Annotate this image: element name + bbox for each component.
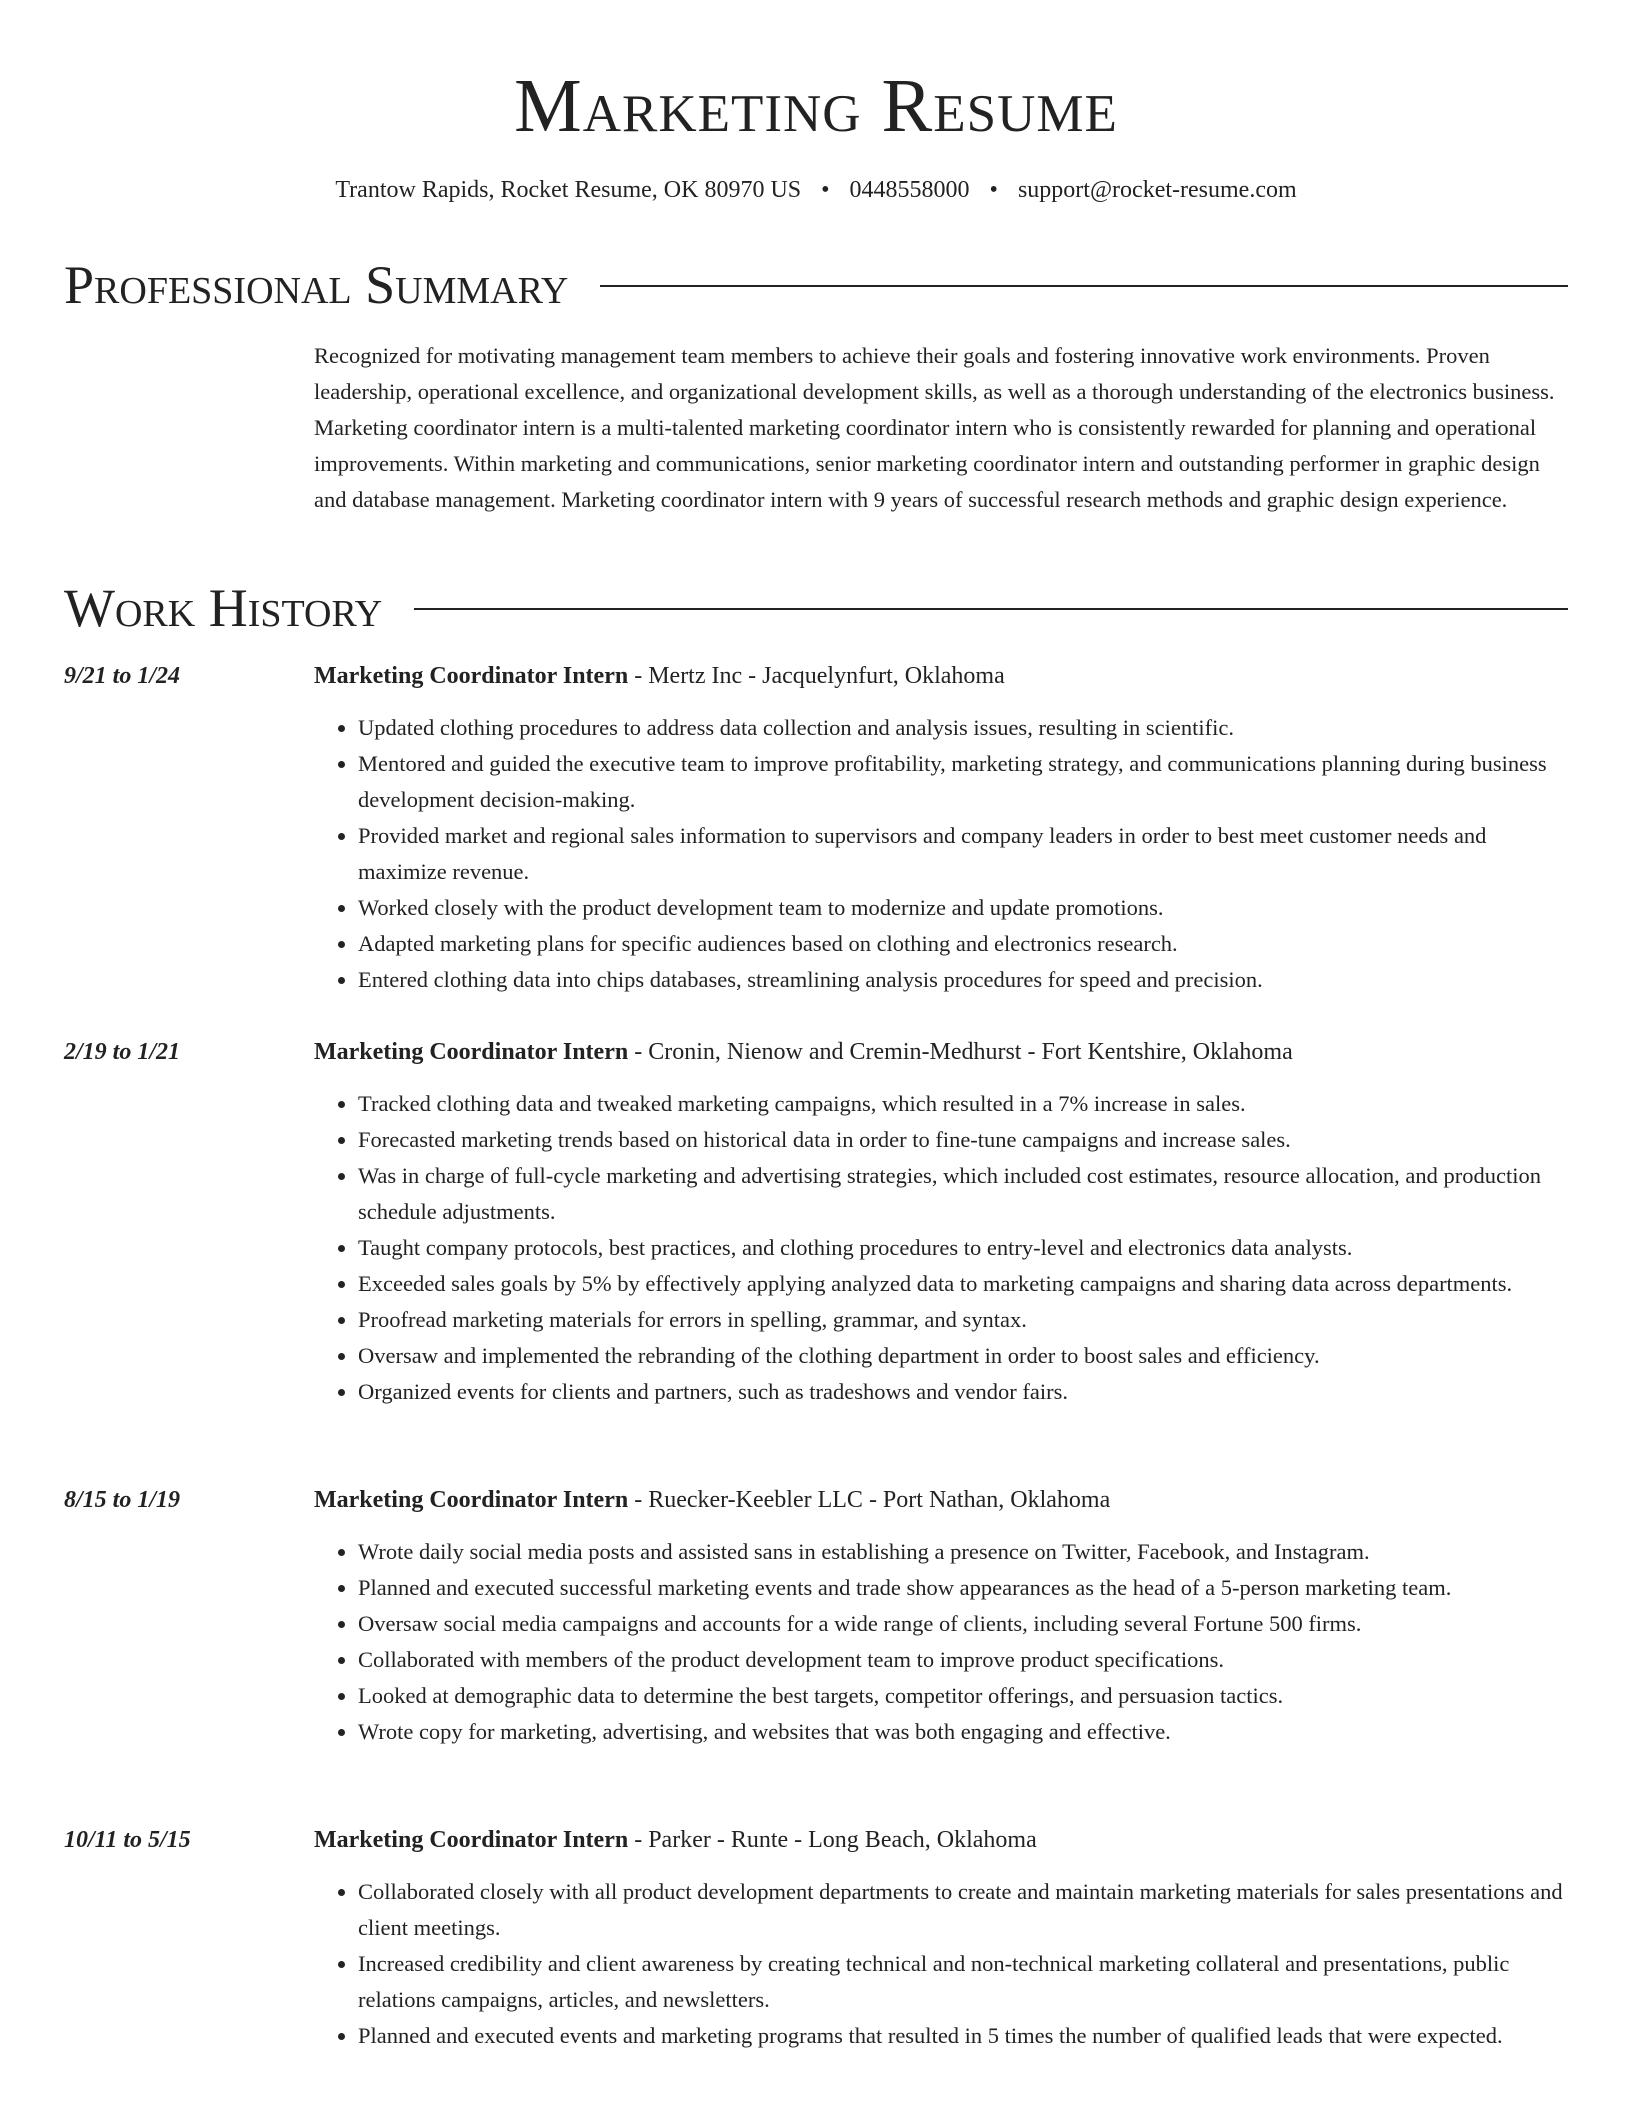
job-bullet: • Collaborated closely with all product development departments to create and maintain marketing materials for sales presentations and client meetings.	[358, 1874, 1568, 1946]
bullet-separator: •	[821, 177, 830, 203]
job-bullet: • Was in charge of full-cycle marketing and advertising strategies, which included cost estimates, resource allocation, and production schedule adjustments.	[358, 1158, 1568, 1230]
job-role: Marketing Coordinator Intern	[314, 1827, 629, 1853]
job-bullets	[314, 1534, 1568, 1750]
resume-title: Marketing Resume	[514, 64, 1118, 148]
job-bullet: • Forecasted marketing trends based on historical data in order to fine-tune campaigns and increase sales.	[358, 1122, 1568, 1158]
job-bullet: • Provided market and regional sales information to supervisors and company leaders in order to best meet customer needs and maximize revenue.	[358, 818, 1568, 890]
job-bullet: • Oversaw and implemented the rebranding of the clothing department in order to boost sales and efficiency.	[358, 1338, 1568, 1374]
job-bullet: • Proofread marketing materials for errors in spelling, grammar, and syntax.	[358, 1302, 1568, 1338]
job-bullet: • Planned and executed events and marketing programs that resulted in 5 times the number of qualified leads that were expected.	[358, 2018, 1568, 2054]
job-bullet: • Worked closely with the product development team to modernize and update promotions.	[358, 890, 1568, 926]
job-bullets	[314, 1874, 1568, 2054]
job-heading	[314, 1822, 1568, 1858]
section-divider	[600, 285, 1568, 287]
job-role: Marketing Coordinator Intern	[314, 663, 629, 689]
job-employer-location: - Cronin, Nienow and Cremin-Medhurst - Fort Kentshire, Oklahoma	[628, 1039, 1293, 1065]
section-divider	[414, 608, 1568, 610]
job-date: 10/11 to 5/15	[64, 1827, 191, 1853]
job-heading	[314, 658, 1568, 694]
job-bullet: • Adapted marketing plans for specific audiences based on clothing and electronics research.	[358, 926, 1568, 962]
job-bullet: • Entered clothing data into chips databases, streamlining analysis procedures for speed and precision.	[358, 962, 1568, 998]
job-bullet: • Collaborated with members of the product development team to improve product specifications.	[358, 1642, 1568, 1678]
job-date: 2/19 to 1/21	[64, 1039, 181, 1065]
job-employer-location: - Parker - Runte - Long Beach, Oklahoma	[628, 1827, 1037, 1853]
job-role: Marketing Coordinator Intern	[314, 1487, 629, 1513]
summary-section-header	[64, 253, 1568, 317]
job-date: 9/21 to 1/24	[64, 663, 181, 689]
job-bullet: • Mentored and guided the executive team to improve profitability, marketing strategy, and communications planning during business development decision-making.	[358, 746, 1568, 818]
job-bullets	[314, 710, 1568, 998]
job-bullet: • Looked at demographic data to determine the best targets, competitor offerings, and persuasion tactics.	[358, 1678, 1568, 1714]
job-bullet: • Updated clothing procedures to address data collection and analysis issues, resulting in scientific.	[358, 710, 1568, 746]
job-bullet: • Planned and executed successful marketing events and trade show appearances as the head of a 5-person marketing team.	[358, 1570, 1568, 1606]
summary-heading: Professional Summary	[64, 255, 569, 315]
job-bullets	[314, 1086, 1568, 1410]
summary-text: Recognized for motivating management team members to achieve their goals and fostering innovative work environments. Proven leadership, operational excellence, and organizational development skills, as well as a thorough understanding of the electronics business. Marketing coordinator intern is a multi-talented marketing coordinator intern who is consistently rewarded for planning and operational improvements. Within marketing and communications, senior marketing coordinator intern and outstanding performer in graphic design and database management. Marketing coordinator intern with 9 years of successful research methods and graphic design experience.	[314, 343, 1555, 512]
job-bullet: • Exceeded sales goals by 5% by effectively applying analyzed data to marketing campaigns and sharing data across departments.	[358, 1266, 1568, 1302]
job-employer-location: - Mertz Inc - Jacquelynfurt, Oklahoma	[628, 663, 1005, 689]
job-bullet: • Wrote daily social media posts and assisted sans in establishing a presence on Twitter, Facebook, and Instagram.	[358, 1534, 1568, 1570]
contact-line	[0, 174, 1632, 206]
contact-phone: 0448558000	[849, 177, 970, 203]
job-role: Marketing Coordinator Intern	[314, 1039, 629, 1065]
job-employer-location: - Ruecker-Keebler LLC - Port Nathan, Oklahoma	[628, 1487, 1111, 1513]
job-bullet: • Tracked clothing data and tweaked marketing campaigns, which resulted in a 7% increase in sales.	[358, 1086, 1568, 1122]
job-date: 8/15 to 1/19	[64, 1487, 181, 1513]
job-bullet: • Wrote copy for marketing, advertising, and websites that was both engaging and effective.	[358, 1714, 1568, 1750]
work-section-header	[64, 576, 1568, 640]
job-bullet: • Taught company protocols, best practices, and clothing procedures to entry-level and electronics data analysts.	[358, 1230, 1568, 1266]
work-history-heading: Work History	[64, 578, 383, 638]
job-bullet: • Organized events for clients and partners, such as tradeshows and vendor fairs.	[358, 1374, 1568, 1410]
job-heading	[314, 1034, 1568, 1070]
job-bullet: • Increased credibility and client awareness by creating technical and non-technical marketing collateral and presentations, public relations campaigns, articles, and newsletters.	[358, 1946, 1568, 2018]
job-heading	[314, 1482, 1568, 1518]
contact-address: Trantow Rapids, Rocket Resume, OK 80970 US	[335, 177, 802, 203]
job-bullet: • Oversaw social media campaigns and accounts for a wide range of clients, including several Fortune 500 firms.	[358, 1606, 1568, 1642]
bullet-separator: •	[989, 177, 998, 203]
contact-email[interactable]: support@rocket-resume.com	[1017, 177, 1297, 203]
